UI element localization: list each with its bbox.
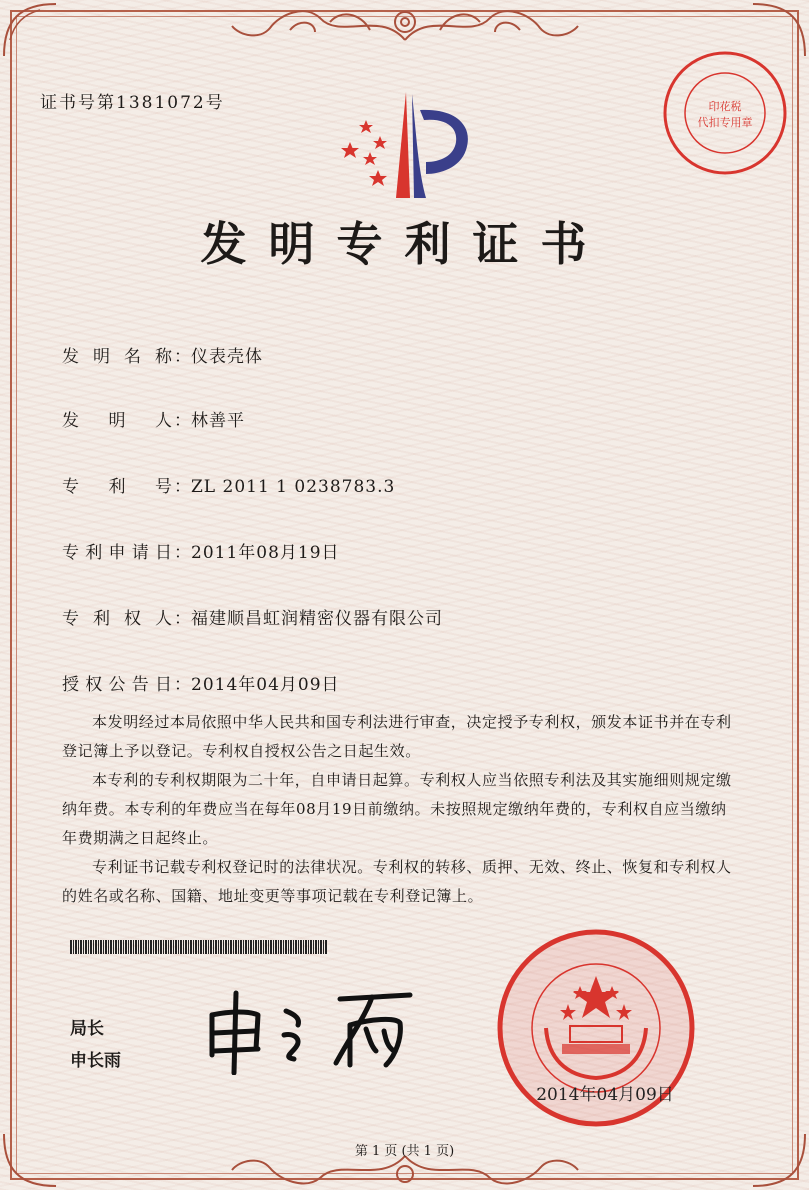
director-name: 申长雨 <box>70 1051 121 1071</box>
field-application-date: 专利申请日：2011年08月19日 <box>62 543 340 563</box>
patent-office-logo-icon <box>336 90 486 205</box>
barcode-icon <box>70 940 328 954</box>
certificate-body <box>62 708 742 911</box>
director-signature-icon <box>200 985 430 1075</box>
body-paragraph: 本发明经过本局依照中华人民共和国专利法进行审查，决定授予专利权，颁发本证书并在专利登记簿上予以登记。专利权自授权公告之日起生效。 <box>62 713 732 760</box>
page-number: 第 1 页 (共 1 页) <box>354 1144 455 1159</box>
top-ornament-icon <box>230 0 580 48</box>
seal-date: 2014年04月09日 <box>536 1085 674 1105</box>
body-paragraph: 本专利的专利权期限为二十年，自申请日起算。专利权人应当依照专利法及其实施细则规定缴纳年费。本专利的年费应当在每年08月19日前缴纳。未按照规定缴纳年费的，专利权自应当缴纳年费期满之日起终止。 <box>62 771 732 847</box>
certificate-title: 发明专利证书 <box>200 217 609 271</box>
corner-ornament-icon <box>0 1130 60 1190</box>
certificate-number: 证书号第1381072号 <box>40 93 225 113</box>
field-inventor: 发明人：林善平 <box>62 411 245 431</box>
corner-ornament-icon <box>749 1130 809 1190</box>
field-patent-number: 专利号：ZL 2011 1 0238783.3 <box>62 477 396 497</box>
body-paragraph: 专利证书记载专利权登记时的法律状况。专利权的转移、质押、无效、终止、恢复和专利权人的姓名或名称、国籍、地址变更等事项记载在专利登记簿上。 <box>62 858 732 905</box>
svg-text:代扣专用章: 代扣专用章 <box>697 116 753 129</box>
field-grant-date: 授权公告日：2014年04月09日 <box>62 675 340 695</box>
tax-stamp-seal-icon <box>660 48 790 178</box>
director-title: 局长 <box>70 1019 104 1039</box>
corner-ornament-icon <box>0 0 60 60</box>
field-patentee: 专利权人：福建顺昌虹润精密仪器有限公司 <box>62 609 443 629</box>
field-invention-name: 发明名称：仪表壳体 <box>62 347 263 367</box>
svg-text:印花税: 印花税 <box>708 100 742 113</box>
